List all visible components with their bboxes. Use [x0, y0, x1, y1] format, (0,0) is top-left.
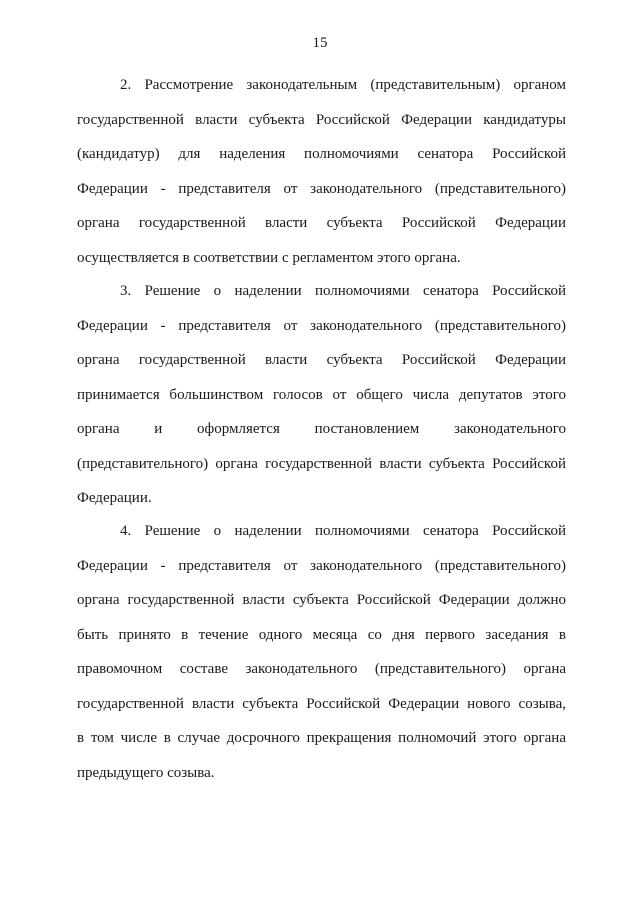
- paragraph-line: органа государственной власти субъекта Российской Федерации должно: [77, 592, 566, 608]
- paragraph-line: (представительного) органа государственной власти субъекта Российской: [77, 455, 566, 472]
- paragraph-line: государственной власти субъекта Российской Федерации нового созыва,: [77, 695, 566, 712]
- paragraph-line: в том числе в случае досрочного прекращения полномочий этого органа: [77, 730, 566, 746]
- paragraph-line: государственной власти субъекта Российской Федерации кандидатуры: [77, 111, 566, 128]
- paragraph-line: 4. Решение о наделении полномочиями сенатора Российской: [120, 523, 566, 539]
- page-number: 15: [312, 35, 328, 51]
- paragraph-line: 2. Рассмотрение законодательным (представительным) органом: [120, 77, 566, 93]
- paragraph-4: [77, 514, 566, 790]
- paragraph-line: Федерации - представителя от законодательного (представительного): [77, 317, 566, 334]
- paragraph-line: (кандидатур) для наделения полномочиями сенатора Российской: [77, 146, 566, 162]
- paragraph-line: правомочном составе законодательного (представительного) органа: [77, 661, 566, 677]
- paragraph-line: органа государственной власти субъекта Российской Федерации: [77, 215, 566, 231]
- paragraph-line: Федерации.: [77, 490, 152, 506]
- paragraph-line: органа государственной власти субъекта Российской Федерации: [77, 352, 566, 368]
- paragraph-line: осуществляется в соответствии с регламентом этого органа.: [77, 249, 461, 266]
- paragraph-line: предыдущего созыва.: [77, 764, 215, 781]
- paragraph-line: Федерации - представителя от законодательного (представительного): [77, 557, 566, 574]
- paragraph-line: органа и оформляется постановлением законодательного: [77, 421, 566, 437]
- paragraph-3: [77, 274, 566, 516]
- paragraph-line: принимается большинством голосов от общего числа депутатов этого: [77, 386, 566, 403]
- paragraph-line: быть принято в течение одного месяца со дня первого заседания в: [77, 626, 566, 643]
- paragraph-line: Федерации - представителя от законодательного (представительного): [77, 180, 566, 197]
- paragraph-line: 3. Решение о наделении полномочиями сенатора Российской: [120, 283, 566, 299]
- paragraph-2: [77, 68, 566, 275]
